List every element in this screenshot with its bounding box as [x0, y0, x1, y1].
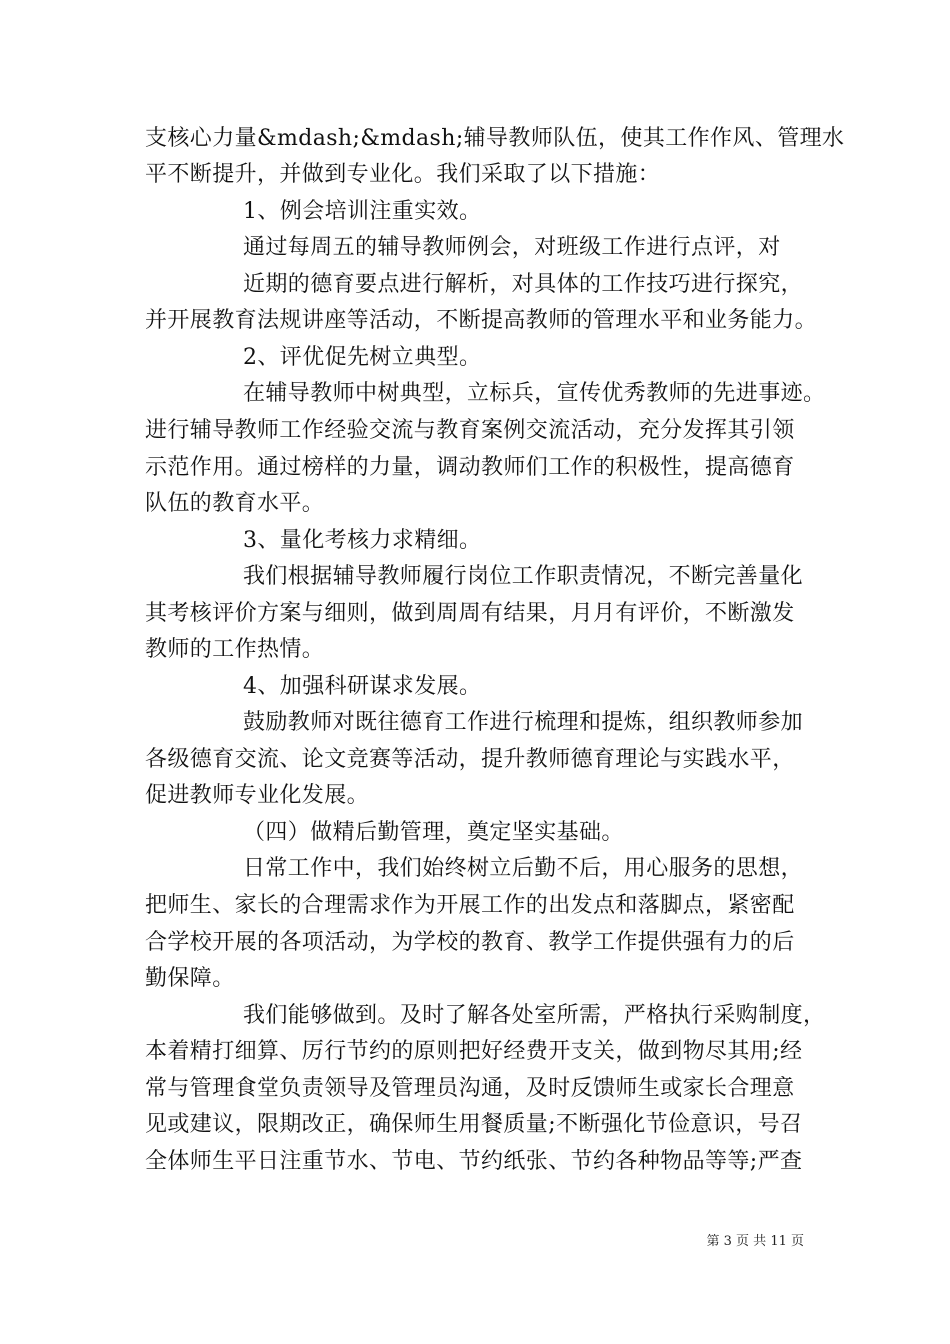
- text-line: 教师的工作热情。: [145, 637, 325, 662]
- text-line: 见或建议，限期改正，确保师生用餐质量;不断强化节俭意识，号召: [145, 1112, 803, 1137]
- text-line: 示范作用。通过榜样的力量，调动教师们工作的积极性，提高德育: [145, 455, 795, 480]
- text-line: 常与管理食堂负责领导及管理员沟通，及时反馈师生或家长合理意: [145, 1076, 795, 1101]
- text-line: 勤保障。: [145, 966, 235, 991]
- text-line: 平不断提升，并做到专业化。我们采取了以下措施：: [145, 162, 661, 187]
- text-line: 队伍的教育水平。: [145, 491, 325, 516]
- text-line: 合学校开展的各项活动，为学校的教育、教学工作提供强有力的后: [145, 930, 795, 955]
- text-line: 我们根据辅导教师履行岗位工作职责情况，不断完善量化: [243, 564, 804, 589]
- text-line: 本着精打细算、厉行节约的原则把好经费开支关，做到物尽其用;经: [145, 1039, 803, 1064]
- text-line: 促进教师专业化发展。: [145, 783, 370, 808]
- text-line: 我们能够做到。及时了解各处室所需，严格执行采购制度，: [243, 1003, 826, 1028]
- text-line: 全体师生平日注重节水、节电、节约纸张、节约各种物品等等;严查: [145, 1149, 803, 1174]
- list-heading: 4、加强科研谋求发展。: [243, 674, 482, 699]
- text-line: 鼓励教师对既往德育工作进行梳理和提炼，组织教师参加: [243, 710, 804, 735]
- text-line: 其考核评价方案与细则，做到周周有结果，月月有评价，不断激发: [145, 601, 795, 626]
- text-line: 进行辅导教师工作经验交流与教育案例交流活动，充分发挥其引领: [145, 418, 795, 443]
- text-line: 通过每周五的辅导教师例会，对班级工作进行点评，对: [243, 235, 781, 260]
- text-line: 把师生、家长的合理需求作为开展工作的出发点和落脚点，紧密配: [145, 893, 795, 918]
- text-line: 日常工作中，我们始终树立后勤不后，用心服务的思想，: [243, 856, 804, 881]
- list-heading: 3、量化考核力求精细。: [243, 528, 482, 553]
- section-heading: （四）做精后勤管理，奠定坚实基础。: [243, 820, 624, 845]
- list-heading: 2、评优促先树立典型。: [243, 345, 482, 370]
- text-line: 并开展教育法规讲座等活动，不断提高教师的管理水平和业务能力。: [145, 308, 818, 333]
- text-line: 近期的德育要点进行解析，对具体的工作技巧进行探究，: [243, 272, 804, 297]
- page-number: 第 3 页 共 11 页: [706, 1234, 804, 1249]
- list-heading: 1、例会培训注重实效。: [243, 199, 482, 224]
- text-line: 在辅导教师中树典型，立标兵，宣传优秀教师的先进事迹。: [243, 381, 826, 406]
- text-line: 支核心力量&mdash;&mdash;辅导教师队伍，使其工作作风、管理水: [145, 126, 845, 151]
- text-line: 各级德育交流、论文竞赛等活动，提升教师德育理论与实践水平，: [145, 747, 795, 772]
